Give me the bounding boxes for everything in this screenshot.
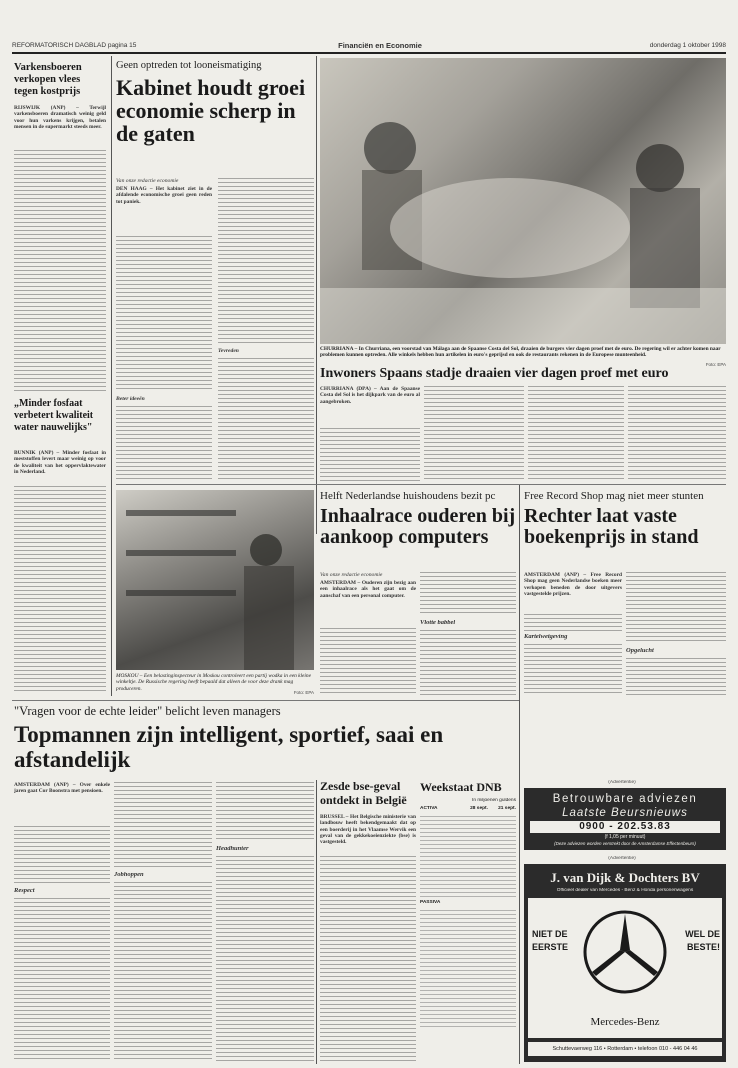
column-divider bbox=[519, 484, 520, 1064]
computers-headline: Inhaalrace ouderen bij aankoop computers bbox=[320, 506, 516, 548]
ad-phone-number: 0900 - 202.53.83 bbox=[530, 821, 720, 833]
story-lead: AMSTERDAM – Ouderen zijn bezig aan een inhaalrace als het gaat om de aanschaf van een personal computer. bbox=[320, 580, 416, 599]
main-headline: Kabinet houdt groei economie scherp in de gaten bbox=[116, 76, 306, 146]
story-body-text bbox=[320, 856, 416, 1062]
story-body-text bbox=[628, 386, 726, 482]
story-body-text bbox=[320, 428, 420, 482]
story-lead: AMSTERDAM (ANP) – Over enkele jaren gaat Cor Boonstra met pensioen. bbox=[14, 782, 110, 795]
story-body-text bbox=[528, 386, 624, 482]
section-rule bbox=[116, 484, 726, 485]
dnb-table-rows bbox=[420, 910, 516, 1028]
managers-headline: Topmannen zijn intelligent, sportief, saai en afstandelijk bbox=[14, 722, 444, 772]
story-body-text bbox=[14, 486, 106, 694]
story-kicker: Geen optreden tot looneismatiging bbox=[116, 60, 262, 71]
dnb-section-label: PASSIVA bbox=[420, 900, 441, 905]
dnb-section-label: ACTIVA bbox=[420, 806, 438, 811]
story-headline: Varkensboeren verkopen vlees tegen kostprijs bbox=[14, 62, 82, 97]
spain-headline: Inwoners Spaans stadje draaien vier dagen proef met euro bbox=[320, 366, 669, 381]
story-byline: Van onze redactie economie bbox=[320, 572, 383, 578]
story-lead: BRUSSEL – Het Belgische ministerie van landbouw heeft bekendgemaakt dat op een boerderij in het Vlaamse Wervik een geval van de gekkekoeienziekte (bse) is vastgesteld. bbox=[320, 814, 416, 846]
story-lead: RIJSWIJK (ANP) – Terwijl varkensboeren dramatisch weinig geld voor hun varkens krijgen, betalen mensen in de supermarkt steeds meer. bbox=[14, 105, 106, 130]
column-divider bbox=[316, 780, 317, 1064]
story-kicker: "Vragen voor de echte leider" belicht leven managers bbox=[14, 704, 281, 718]
moskou-photo bbox=[116, 490, 314, 670]
dnb-headline: Weekstaat DNB bbox=[420, 780, 502, 794]
page-header-date: donderdag 1 oktober 1998 bbox=[649, 42, 726, 49]
photo-credit: Foto: EPA bbox=[293, 690, 314, 695]
story-lead: CHURRIANA (DPA) – Aan de Spaanse Costa del Sol is het dijkpark van de euro al aangebroken. bbox=[320, 386, 420, 405]
story-kicker: Free Record Shop mag niet meer stunten bbox=[524, 490, 704, 502]
story-subhead: Vlotte babbel bbox=[420, 620, 456, 626]
story-body-text bbox=[116, 406, 212, 482]
story-subhead: Respect bbox=[14, 888, 35, 894]
story-subhead: Beter ideeën bbox=[116, 396, 145, 402]
mercedes-star-icon bbox=[580, 904, 670, 1012]
dnb-table-rows bbox=[420, 816, 516, 898]
story-body-text bbox=[114, 882, 212, 1062]
story-subhead: Kartelwetgeving bbox=[524, 634, 568, 640]
column-divider bbox=[111, 56, 112, 696]
story-subhead: Opgelucht bbox=[626, 648, 654, 654]
records-headline: Rechter laat vaste boekenprijs in stand bbox=[524, 506, 699, 548]
ad-brand-name: Mercedes-Benz bbox=[590, 1016, 660, 1028]
story-body-text bbox=[218, 178, 314, 344]
ad-label: (Advertentie) bbox=[608, 856, 636, 861]
ad-tagline: Officieel dealer van Mercedes - Benz & Honda personenwagens bbox=[556, 888, 694, 893]
story-body-text bbox=[114, 782, 212, 868]
header-rule bbox=[12, 52, 726, 54]
ad-address: Schuttevaerweg 116 • Rotterdam • telefoon 010 - 446 04 46 bbox=[528, 1042, 722, 1056]
ad-price: (f 1,05 per minuut) bbox=[604, 834, 646, 840]
ad-image-panel bbox=[528, 898, 722, 1038]
photo-caption: CHURRIANA – In Churriana, een voorstad van Málaga aan de Spaanse Costa del Sol, draaien de burgers vier dagen proef met de euro. De regering wil er achter komen naar problemen kunnen optreden. Alle winkels hebben hun artikelen in euro's geprijsd en ook de restaurants rekenen in de Europese munteenheid. bbox=[320, 346, 721, 359]
dnb-column-header: 28 sept. bbox=[470, 806, 488, 811]
story-body-text bbox=[116, 236, 212, 392]
ad-company-name: J. van Dijk & Dochters BV bbox=[550, 870, 700, 885]
story-subhead: Jobhoppen bbox=[114, 872, 144, 878]
story-subhead: Tevreden bbox=[218, 348, 239, 354]
column-divider bbox=[316, 56, 317, 534]
story-body-text bbox=[420, 572, 516, 616]
story-subhead: Headhunter bbox=[216, 846, 249, 852]
story-body-text bbox=[218, 358, 314, 482]
story-body-text bbox=[14, 826, 110, 886]
story-headline: „Minder fosfaat verbetert kwaliteit water nauwelijks" bbox=[14, 398, 94, 433]
story-lead: DEN HAAG – Het kabinet ziet in de afdalende economische groei geen reden tot paniek. bbox=[116, 186, 212, 205]
story-body-text bbox=[216, 782, 314, 842]
beurs-advertisement[interactable] bbox=[524, 788, 726, 850]
story-kicker: Helft Nederlandse huishoudens bezit pc bbox=[320, 490, 496, 502]
story-body-text bbox=[424, 386, 524, 482]
page-header-section: Financiën en Economie bbox=[338, 41, 422, 50]
ad-label: (Advertentie) bbox=[608, 780, 636, 785]
story-body-text bbox=[216, 856, 314, 1062]
dnb-column-header: 21 sept. bbox=[498, 806, 516, 811]
ad-slogan-left: NIET DE EERSTE bbox=[532, 929, 569, 952]
story-byline: Van onze redactie economie bbox=[116, 178, 179, 184]
story-body-text bbox=[14, 150, 106, 394]
story-body-text bbox=[420, 630, 516, 696]
ad-title: Betrouwbare adviezen bbox=[552, 793, 698, 805]
story-body-text bbox=[626, 658, 726, 696]
page-header-left: REFORMATORISCH DAGBLAD pagina 15 bbox=[12, 42, 137, 49]
photo-credit: Foto: EPA bbox=[705, 362, 726, 367]
story-body-text bbox=[320, 628, 416, 696]
section-rule bbox=[12, 700, 519, 701]
story-body-text bbox=[14, 898, 110, 1062]
mercedes-advertisement[interactable] bbox=[524, 864, 726, 1062]
story-body-text bbox=[524, 614, 622, 632]
story-body-text bbox=[524, 644, 622, 696]
photo-caption: MOSKOU – Een belastinginspecteur in Moskou controleert een partij wodka in een kleine winkeltje. De Russische regering heeft bepaald dat alleen de voor deze drank mag produceren. bbox=[116, 673, 312, 692]
market-photo bbox=[320, 58, 726, 344]
story-lead: AMSTERDAM (ANP) – Free Record Shop mag geen Nederlandse boeken meer verkopen beneden de door uitgevers vastgestelde prijzen. bbox=[524, 572, 622, 597]
dnb-unit: In miljoenen guldens bbox=[471, 798, 516, 803]
story-lead: BUNNIK (ANP) – Minder fosfaat in meststoffen levert maar weinig op voor de kwaliteit van het oppervlaktewater in Nederland. bbox=[14, 450, 106, 475]
market-photo-scene bbox=[320, 58, 726, 344]
moskou-photo-scene bbox=[116, 490, 314, 670]
ad-note: (Deze adviezen worden verstrekt door de Amsterdamse Effectenbeurs) bbox=[554, 841, 696, 846]
ad-slogan-right: WEL DE BESTE! bbox=[685, 929, 720, 952]
belgie-headline: Zesde bse-geval ontdekt in België bbox=[320, 780, 407, 807]
story-body-text bbox=[626, 572, 726, 644]
ad-subtitle: Laatste Beursnieuws bbox=[562, 807, 688, 819]
